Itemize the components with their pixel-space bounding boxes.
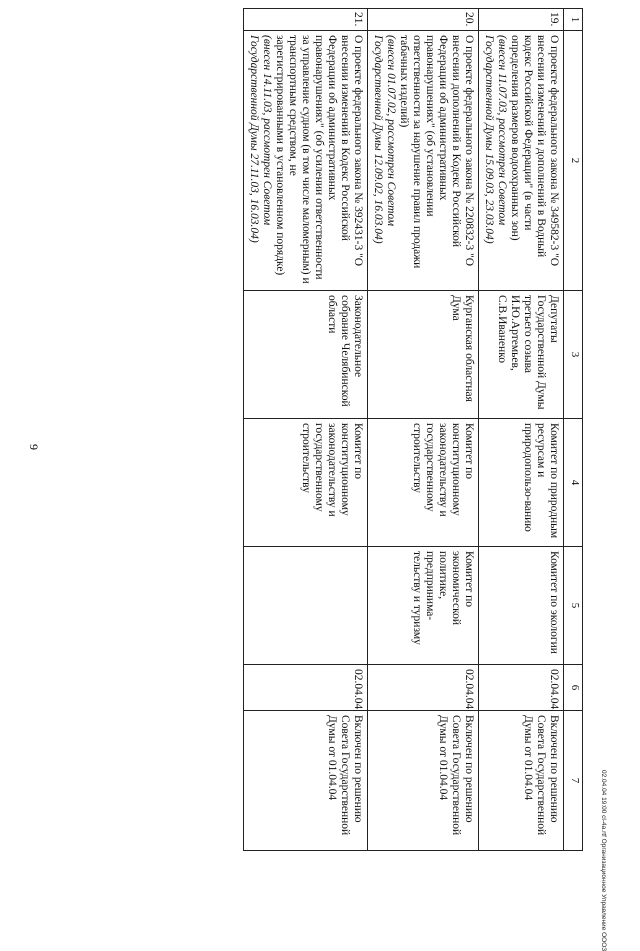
header-col-4: 4 (564, 419, 583, 547)
decision: Включен по решению Совета Государственной Думы от 01.04.04 (368, 711, 479, 851)
bill-title-cell (244, 31, 368, 291)
responsible-committee: Комитет по конституционному законодательству и государственному строительству (368, 419, 479, 547)
date: 02.04.04 (368, 665, 479, 711)
header-col-1: 1 (564, 9, 583, 31)
bill-author: Депутаты Государственной Думы третьего созыва И.Ю.Артемьев, С.В.Иваненко (479, 291, 564, 419)
bill-author: Законодательное собрание Челябинской области (244, 291, 368, 419)
table-row (479, 9, 564, 851)
bill-note: (внесен 01.07.02, рассмотрен Советом Государственной Думы 12.09.02, 16.03.04) (372, 35, 397, 244)
page-footer: 02.04.04 19:00 cl-4a.rtf Организационное Управление ОООЗ (600, 770, 607, 951)
row-number: 21. (244, 9, 368, 31)
header-col-5: 5 (564, 547, 583, 665)
date: 02.04.04 (479, 665, 564, 711)
bill-title-cell (368, 31, 479, 291)
date: 02.04.04 (244, 665, 368, 711)
header-col-3: 3 (564, 291, 583, 419)
responsible-committee: Комитет по природным ресурсам и природопользо-ванию (479, 419, 564, 547)
table-row (368, 9, 479, 851)
table-row (244, 9, 368, 851)
co-committee: Комитет по экологии (479, 547, 564, 665)
header-col-2: 2 (564, 31, 583, 291)
co-committee (244, 547, 368, 665)
bill-note: (внесен 11.07.03, рассмотрен Советом Государственной Думы 15.09.03, 23.03.04) (483, 35, 508, 244)
responsible-committee: Комитет по конституционному законодательству и государственному строительству (244, 419, 368, 547)
decision: Включен по решению Совета Государственной Думы от 01.04.04 (244, 711, 368, 851)
row-number: 20. (368, 9, 479, 31)
bill-title: О проекте федерального закона № 392431-3 "О внесении изменений в Кодекс Российской Федерации об административных правонарушениях" (об усилении ответственности за управление судном (в том числе маломерным) и транспортным средством, не зарегистрированными в установленном порядке) (274, 35, 364, 284)
row-number: 19. (479, 9, 564, 31)
bills-table (243, 8, 583, 851)
bill-note: (внесен 14.11.03, рассмотрен Советом Государственной Думы 27.11.03, 16.03.04) (248, 35, 273, 243)
bill-title: О проекте федерального закона № 349582-3 "О внесении изменений и дополнений в Водный кодекс Российской Федерации" (в части определения размеров водоохранных зон) (509, 35, 560, 267)
header-row (564, 9, 583, 851)
header-col-6: 6 (564, 665, 583, 711)
rotated-table-container (33, 8, 583, 850)
bill-author: Курганская областная Дума (368, 291, 479, 419)
bill-title-cell (479, 31, 564, 291)
header-col-7: 7 (564, 711, 583, 851)
page-number: 9 (27, 444, 41, 450)
bill-title: О проекте федерального закона № 220832-3 "О внесении дополнений в Кодекс Российской Федерации об административных правонарушениях" (об установлении ответственности за нарушение правил продажи табачных изделий) (398, 35, 475, 269)
decision: Включен по решению Совета Государственной Думы от 01.04.04 (479, 711, 564, 851)
co-committee: Комитет по экономической политике, предпринима-тельству и туризму (368, 547, 479, 665)
